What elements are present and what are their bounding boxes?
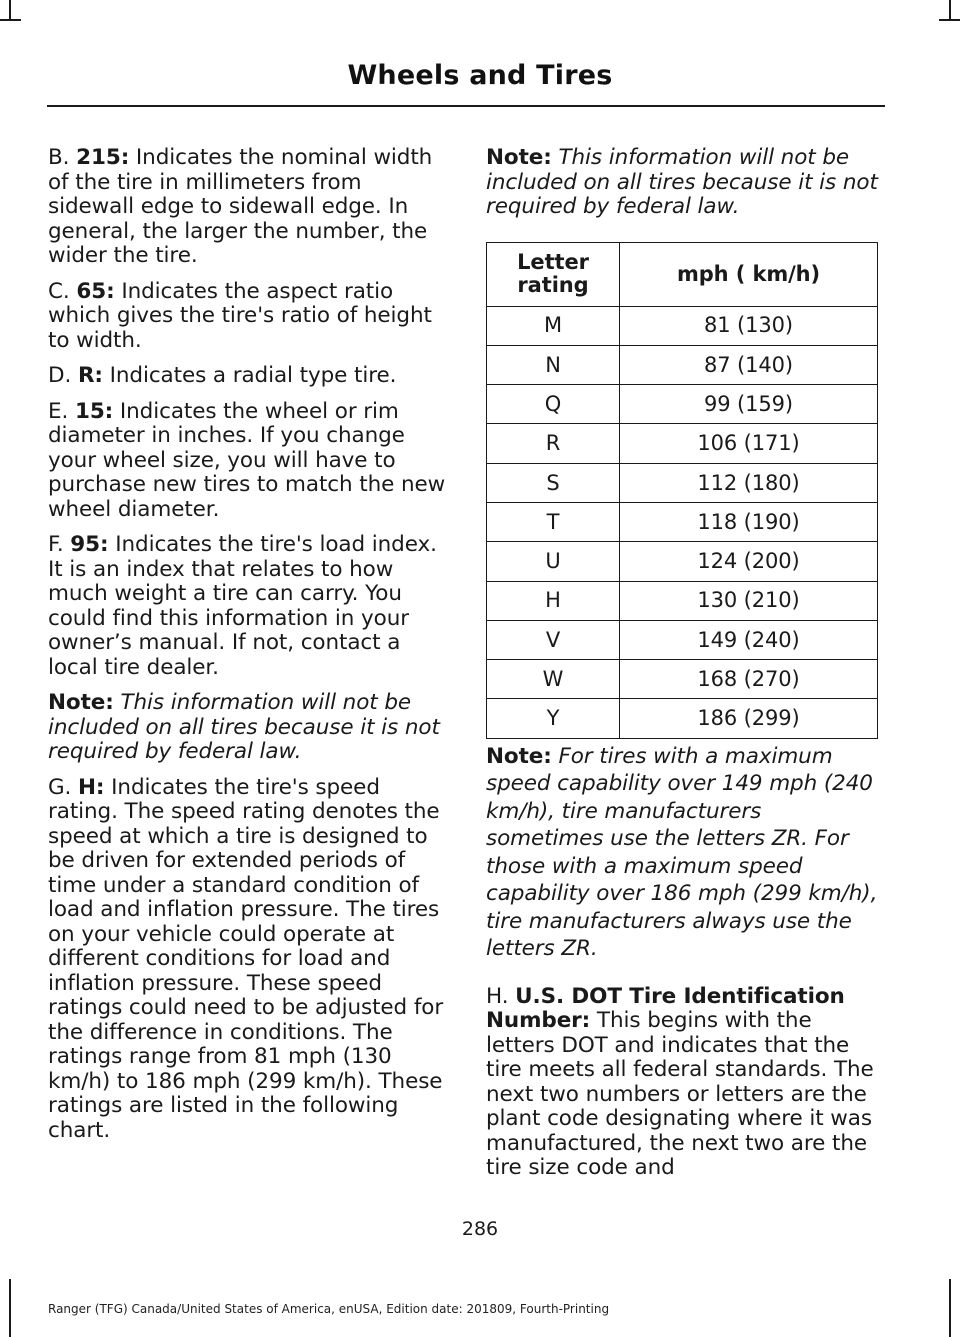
table-body — [487, 306, 878, 738]
table-row — [487, 620, 878, 659]
letter-rating-cell: N — [487, 345, 620, 384]
table-row — [487, 542, 878, 581]
page-title: Wheels and Tires — [347, 60, 613, 91]
table-row — [487, 424, 878, 463]
letter-rating-cell: U — [487, 542, 620, 581]
column-header-speed: mph ( km/h) — [620, 242, 878, 306]
speed-value-cell: 124 (200) — [620, 542, 878, 581]
crop-mark — [949, 0, 951, 21]
footer-edition-info: Ranger (TFG) Canada/United States of America, enUSA, Edition date: 201809, Fourth-Printing — [48, 1302, 610, 1316]
crop-mark — [949, 1279, 951, 1337]
crop-mark — [0, 19, 21, 21]
table-row — [487, 699, 878, 738]
letter-rating-cell: W — [487, 660, 620, 699]
crop-mark — [9, 1279, 11, 1337]
note-federal-law: Note: This information will not be included on all tires because it is not required by federal law. — [48, 690, 440, 764]
speed-value-cell: 149 (240) — [620, 620, 878, 659]
speed-rating-table — [486, 242, 878, 739]
table-row — [487, 502, 878, 541]
item-b: B. 215: Indicates the nominal width of the tire in millimeters from sidewall edge to sidewall edge. In general, the larger the number, the wider the tire. — [48, 145, 433, 268]
letter-rating-cell: Y — [487, 699, 620, 738]
table-row — [487, 306, 878, 345]
letter-rating-cell: T — [487, 502, 620, 541]
table-row — [487, 385, 878, 424]
letter-rating-cell: H — [487, 581, 620, 620]
speed-value-cell: 186 (299) — [620, 699, 878, 738]
page-number: 286 — [461, 1218, 499, 1240]
speed-value-cell: 106 (171) — [620, 424, 878, 463]
letter-rating-cell: V — [487, 620, 620, 659]
item-d: D. R: Indicates a radial type tire. — [48, 363, 397, 388]
speed-value-cell: 112 (180) — [620, 463, 878, 502]
letter-rating-cell: R — [487, 424, 620, 463]
table-row — [487, 581, 878, 620]
table-row — [487, 660, 878, 699]
item-g: G. H: Indicates the tire's speed rating. The speed rating denotes the speed at which a tire is designed to be driven for extended periods of time under a standard condition of load and inflation pressure. The tires on your vehicle could operate at different conditions for load and inflation pressure. These speed ratings could need to be adjusted for the difference in conditions. The ratings range from 81 mph (130 km/h) to 186 mph (299 km/h). These ratings are listed in the following chart. — [48, 774, 444, 1143]
item-e: E. 15: Indicates the wheel or rim diameter in inches. If you change your wheel size, you will have to purchase new tires to match the new wheel diameter. — [48, 398, 446, 522]
table-header-row — [487, 242, 878, 306]
left-column — [48, 146, 454, 1154]
speed-value-cell: 81 (130) — [620, 306, 878, 345]
table-row — [487, 345, 878, 384]
letter-rating-cell: Q — [487, 385, 620, 424]
item-h: H. U.S. DOT Tire Identification Number: This begins with the letters DOT and indicates that the tire meets all federal standards. The next two numbers or letters are the plant code designating where it was manufactured, the next two are the tire size code and — [486, 983, 874, 1181]
crop-mark — [9, 0, 11, 21]
speed-value-cell: 87 (140) — [620, 345, 878, 384]
right-column — [486, 146, 884, 1192]
table-row — [487, 463, 878, 502]
column-header-letter-rating: Letter rating — [487, 242, 620, 306]
title-divider — [47, 105, 885, 107]
speed-value-cell: 118 (190) — [620, 502, 878, 541]
crop-mark — [939, 19, 960, 21]
item-f: F. 95: Indicates the tire's load index. It is an index that relates to how much weight a tire can carry. You could find this information in your owner’s manual. If not, contact a local tire dealer. — [48, 532, 437, 680]
speed-value-cell: 168 (270) — [620, 660, 878, 699]
letter-rating-cell: M — [487, 306, 620, 345]
speed-value-cell: 99 (159) — [620, 385, 878, 424]
note-zr-letters: Note: For tires with a maximum speed capability over 149 mph (240 km/h), tire manufacturers sometimes use the letters ZR. For those with a maximum speed capability over 186 mph (299 km/h), tire manufacturers always use the letters ZR. — [486, 743, 878, 962]
letter-rating-cell: S — [487, 463, 620, 502]
item-c: C. 65: Indicates the aspect ratio which gives the tire's ratio of height to width. — [48, 278, 432, 353]
note-federal-law: Note: This information will not be included on all tires because it is not required by federal law. — [486, 145, 878, 219]
speed-value-cell: 130 (210) — [620, 581, 878, 620]
